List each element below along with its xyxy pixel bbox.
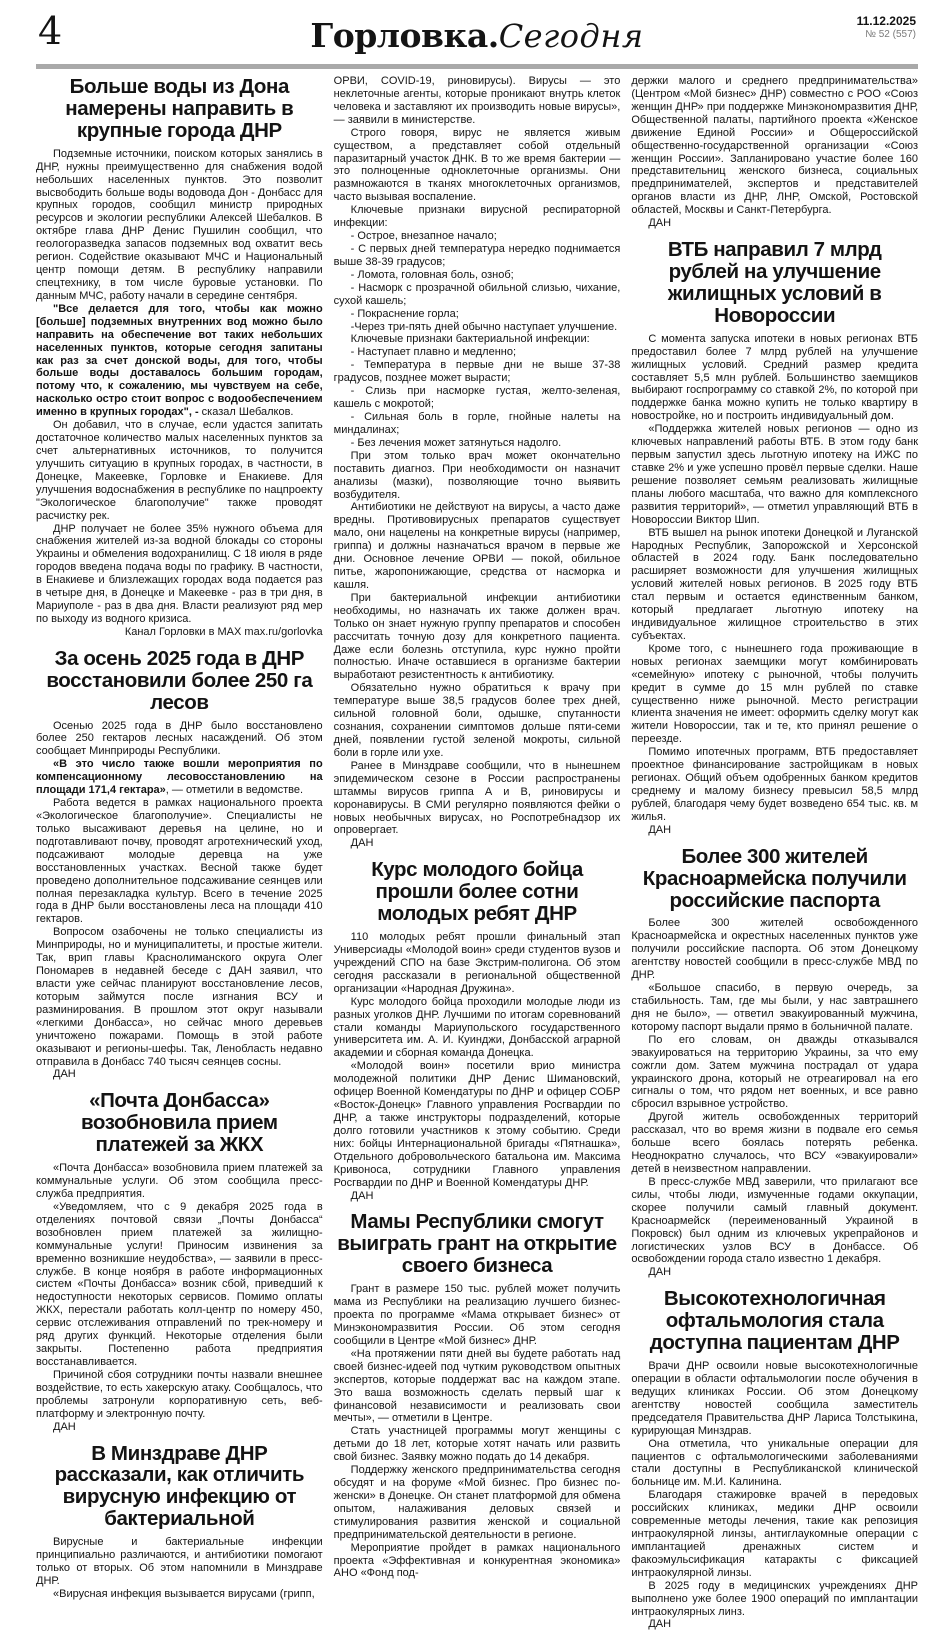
paragraph: Благодаря стажировке врачей в передовых российских клиниках, медики ДНР освоили современные методы лечения, такие как репозиция интраокулярной линзы, антиглаукомные операции с имплантацией дренажных систем и факоэмульсификация катаракты с фиксацией интраокулярной линзы. [631,1489,919,1579]
paragraph: Другой житель освобожденных территорий рассказал, что во время жизни в подвале его семья больше всего боялась потерять ребенка. Неоднократно случалось, что ВСУ «эвакуировали» детей в неизвестном направлении. [631,1111,919,1175]
paragraph: Вирусные и бактериальные инфекции принципиально различаются, и антибиотики помогают только от вторых. Об этом напомнили в Минздраве ДНР. [36,1536,323,1587]
paragraph: По его словам, он дважды отказывался эвакуироваться на территорию Украины, за что ему сожгли дом. Затем мужчина пострадал от удара украинского дрона, который не отреагировал на его сигналы о том, что рядом нет военных, и все равно сбросил взрывное устройство. [631,1033,919,1111]
paragraph: - Острое, внезапное начало; [350,230,497,243]
paragraph: Ключевые признаки бактериальной инфекции: [350,333,590,346]
paragraph: - Насморк с прозрачной обильной слизью, чихание, сухой кашель; [333,281,621,307]
header-rule [36,64,918,69]
bold-text: "Все делается для того, чтобы как можно [больше] подземных внутренних вод можно было направить на обеспечение вот таких небольших населенных пунктов, которые сегодня запитаны как раз за счет донской воды, для того, чтобы больше воды доставалось большим городам, потому что, к сожалению, мы чувствуем на себе, насколько остро стоит вопрос с водообеспечением именно в крупных городах", - [36,302,323,419]
news-column-1 [36,75,323,1631]
paragraph: Причиной сбоя сотрудники почты назвали внешнее воздействие, то есть хакерскую атаку. Сообщалось, что проблемы затронули корпоративную сеть, веб-платформу и электронную почту. [36,1368,323,1420]
paragraph: держки малого и среднего предпринимательства» (Центром «Мой бизнес» ДНР) совместно с РОО «Союз женщин ДНР» при поддержке Минэкономразвития ДНР, Общественной палаты, партийного проекта «Женское движение Единой России» и Общероссийской общественно-государственной организации «Союз женщин России». Запланировано участие более 160 представительниц женского бизнеса, социальных предпринимателей, экспертов и представителей органов власти из ДНР, ЛНР, Омской, Ростовской областей, Москвы и Санкт-Петербурга. [631,75,919,217]
paragraph: Ранее в Минздраве сообщили, что в нынешнем эпидемическом сезоне в России распространены штаммы вирусов гриппа А и В, риновирусы и коронавирусы. В СМИ регулярно появляются фейки о новых необычных вирусах, но Роспотребнадзор их опровергает. [333,759,621,837]
article-headline: «Почта Донбасса» возобновила прием платежей за ЖКХ [80,1089,278,1157]
paragraph: Вопросом озабочены не только специалисты из Минприроды, но и муниципалитеты, и простые жители. Так, врип главы Краснолиманского округа Олег Пономарев в недавней беседе с ДАН заявил, что власти уже сейчас планируют восстановление лесов, которым займутся после изгнания ВСУ и разминирования. В прошлом этот округ называли «легкими Донбасса», но сейчас много деревьев уничтожено пожарами. Помощь в этой работе оказывают и регионы-шефы. Так, Ленобласть недавно отправила в Донбасс 740 тысяч сеянцев сосны. [36,926,323,1068]
paragraph: Обязательно нужно обратиться к врачу при температуре выше 38,5 градусов более трех дней, сильной головной боли, одышке, спутанности сознания, сохранении симптомов дольше пяти-семи дней, появлении густой зеленой мокроты, сильной боли в горле или ухе. [333,682,621,759]
news-column-3 [631,75,918,1631]
page-header [36,9,918,60]
paragraph: «Молодой воин» посетили врио министра молодежной политики ДНР Денис Шимановский, офицер Военной Комендатуры по ДНР и офицер СОБР «Восток-Донецк» Главного управления Росгвардии по ДНР, а также инструкторы подразделений, которые долго готовили участников к этому событию. Среди них: бойцы Интернациональной бригады «Пятнашка», Отдельного добровольческого батальона им. Максима Кривоноса, сотрудники Главного управления Росгвардии по ДНР и Военной Комендатуры ДНР. [333,1060,621,1189]
paragraph: Она отметила, что уникальные операции для пациентов с офтальмологическими заболеваниями стали доступны в Республиканской клинической больнице им. М.И. Калинина. [631,1437,919,1489]
paragraph: - Наступает плавно и медленно; [350,346,517,359]
paragraph: «Уведомляем, что с 9 декабря 2025 года в отделениях почтовой связи „Почты Донбасса“ возобновлен прием платежей за жилищно-коммунальные услуги! Приносим извинения за временно возникшие неудобства», — заявили в пресс-службе. В конце ноября в работе информационных систем «Почты Донбасса» возник сбой, приведший к недоступности некоторых сервисов. Помимо оплаты ЖКХ, перестали работать колл-центр по номеру 450, сервис отслеживания отправлений по трек-номеру и ряд других функций. Некоторые отделения были закрыты. Постепенно работа предприятия восстанавливается. [36,1200,323,1368]
paragraph: Врачи ДНР освоили новые высокотехнологичные операции в области офтальмологии после обучения в ведущих клиниках России. Об этом Донецкому агентству новостей сообщила заместитель председателя Правительства ДНР Лариса Толстыкина, курирующая Минздрав. [631,1360,919,1437]
page-number: 4 [38,9,63,53]
paragraph [36,303,323,419]
byline: ДАН [350,837,374,850]
byline: ДАН [53,1068,76,1081]
regular-text: , — отметили в ведомстве. [165,784,304,797]
paragraph: Кроме того, с нынешнего года проживающие в новых регионах заемщики могут комбинировать «семейную» ипотеку с рыночной, чтобы получить кредит в сумме до 15 млн рублей по ставке существенно ниже рыночной. Место регистрации клиента значения не имеет: оформить сделку могут как жители Новороссии, так и те, кто принял решение о переезде. [631,642,919,746]
paragraph: Поддержку женского предпринимательства сегодня обсудят и на форуме «Мой бизнес. Про бизнес по-женски» в Донецке. Он станет платформой для обмена опытом, налаживания деловых связей и стимулирования развития женской и социальной предпринимательской деятельности в регионе. [333,1464,621,1541]
paragraph: - С первых дней температура нередко поднимается выше 38-39 градусов; [333,242,621,268]
article-headline: За осень 2025 года в ДНР восстановили более 250 га лесов [46,646,313,714]
article-headline: В Минздраве ДНР рассказали, как отличить вирусную инфекцию от бактериальной [54,1441,305,1531]
paragraph: Ключевые признаки вирусной респираторной инфекции: [333,204,621,230]
masthead [36,16,918,55]
regular-text: сказал Шебалков. [198,406,294,419]
article-headline: Больше воды из Дона намерены направить в крупные города ДНР [65,75,294,142]
paragraph: «Большое спасибо, в первую очередь, за стабильность. Там, где мы были, у нас завтрашнего дня не было», — ответил эвакуированный мужчина, которому паспорт выдали прямо в больничной палате. [631,982,919,1033]
paragraph: - Температура в первые дни не выше 37-38 градусов, позднее может вырасти; [333,359,621,385]
article-headline: Высокотехнологичная офтальмология стала доступна пациентам ДНР [649,1287,900,1355]
paragraph: Помимо ипотечных программ, ВТБ предоставляет проектное финансирование застройщикам в новых регионах. Общий объем одобренных банком кредитов среднему и малому бизнесу превысил 58,5 млрд рублей, благодаря чему будет возведено 654 тыс. кв. м жилья. [631,746,919,823]
byline: ДАН [648,1266,672,1279]
paragraph: Более 300 жителей освобожденного Красноармейска и окрестных населенных пунктов уже получили российские паспорта. Об этом Донецкому агентству новостей сообщили в пресс-службе МВД по ДНР. [631,917,919,982]
masthead-subtitle: Сегодня [498,17,644,55]
paragraph: Работа ведется в рамках национального проекта «Экологическое благополучие». Специалисты не только высаживают деревья на целине, но и подготавливают почву, проводят агротехнический уход, подсаживают молодые деревца на уже восстановленных участках. Весной также будет проведено дополнительное подсаживание сеянцев или полная перезакладка культур. Всего в течение 2025 года в ДНР были восстановлены леса на площади 410 гектаров. [36,797,323,926]
paragraph: -Через три-пять дней обычно наступает улучшение. [350,320,618,333]
paragraph: ВТБ вышел на рынок ипотеки Донецкой и Луганской Народных Республик, Запорожской и Херсонской областей в 2024 году. Банк последовательно расширяет возможности для улучшения жилищных условий жителей новых регионов. В 2025 году ВТБ стал первым и остается единственным банком, который предлагает льготную ипотеку на индивидуальное жилищное строительство в этих субъектах. [631,526,919,642]
byline: ДАН [350,1189,374,1202]
article-headline: Курс молодого бойца прошли более сотни молодых ребят ДНР [371,858,583,926]
paragraph: ОРВИ, COVID-19, риновирусы). Вирусы — это неклеточные агенты, которые проникают внутрь клеток человека и заставляют их производить новые вирусы», — заявили в министерстве. [333,75,621,126]
paragraph: Антибиотики не действуют на вирусы, а часто даже вредны. Противовирусных препаратов существует мало, они нацелены на конкретные вирусы (например, гриппа) и должны назначаться врачом в первые же дни. Основное лечение ОРВИ — покой, обильное питье, жаропонижающие, средства от насморка и кашля. [333,501,621,591]
paragraph: ДНР получает не более 35% нужного объема для снабжения жителей из-за водной блокады со стороны Украины и обмеления водохранилищ. С 18 июля в ряде городов введена подача воды по графику. В частности, в Енакиеве и близлежащих городах вода подается раз в четыре дня, в Донецке и Макеевке - раз в три дня, в Мариуполе - раз в два дня. Власти реализуют ряд мер по выходу из водного кризиса. [36,522,323,625]
article-headline: ВТБ направил 7 млрд рублей на улучшение жилищных условий в Новороссии [667,238,882,327]
credit-line: Канал Горловки в MAX max.ru/gorlovka [124,625,323,638]
paragraph: С момента запуска ипотеки в новых регионах ВТБ предоставил более 7 млрд рублей на улучшение жилищных условий. Средний размер кредита составляет 5,5 млн рублей. Большинство заемщиков выбирают госпрограмму со ставкой 2%, по которой при поддержке банка можно купить не только квартиру в новостройке, но и построить индивидуальный дом. [631,332,919,423]
paragraph: При этом только врач может окончательно поставить диагноз. При необходимости он назначит анализы (мазки), позволяющие точно выявить возбудителя. [333,449,621,501]
paragraph: - Ломота, головная боль, озноб; [350,268,514,281]
masthead-title: Горловка. [310,16,499,55]
paragraph: - Слизь при насморке густая, желто-зеленая, кашель с мокротой; [333,385,621,411]
paragraph: «Вирусная инфекция вызывается вирусами (грипп, [53,1587,315,1600]
paragraph: Грант в размере 150 тыс. рублей может получить мама из Республики на реализацию лучшего бизнес-проекта по программе «Мама открывает бизнес» от Минэкономразвития России. Об этом сегодня сообщили в Центре «Мой бизнес» ДНР. [333,1283,621,1347]
byline: ДАН [648,217,672,230]
paragraph: - Без лечения может затянуться надолго. [350,436,562,449]
paragraph: В пресс-службе МВД заверили, что прилагают все силы, чтобы люди, измученные годами оккупации, скорее получили самый главный документ. Красноармейск (переименованный Украиной в Покровск) был одним из ключевых укрепрайонов и логистических узлов ВСУ в Донбассе. Об освобождении города стало известно 1 декабря. [631,1175,919,1266]
paragraph: Курс молодого бойца проходили молодые люди из разных уголков ДНР. Лучшими по итогам соревнований стали команды Мариупольского государственного университета им. А. И. Куинджи, Донбасской аграрной академии и сборная команда Донецка. [333,995,621,1060]
paragraph: «Поддержка жителей новых регионов — одно из ключевых направлений работы ВТБ. В этом году банк первым запустил здесь льготную ипотеку на ИЖС по ставке 2% и уже успешно провёл первые сделки. Наше решение позволяет семьям реализовать жилищные планы любого масштаба, что важно для комплексного развития территорий», — отметил управляющий ВТБ в Новороссии Виктор Шип. [631,423,919,526]
byline: ДАН [648,1618,672,1631]
paragraph: Он добавил, что в случае, если удастся запитать достаточное количество малых населенных пунктов за счет альтернативных источников, то получится улучшить ситуацию в крупных городах, в частности, в Донецке, Макеевке, Горловке и Енакиеве. Для улучшения водоснабжения в республике по нацпроекту "Экологическое благополучие" также проводят расчистку рек. [36,419,323,522]
paragraph: «На протяжении пяти дней вы будете работать над своей бизнес-идеей под чутким руководством опытных экспертов, которые поддержат вас на каждом этапе. Это ваша возможность сделать первый шаг к финансовой независимости и реализовать свои мечты», — отметили в Центре. [333,1347,621,1425]
columns-container [36,75,918,1631]
news-column-2 [334,75,621,1631]
paragraph: При бактериальной инфекции антибиотики необходимы, но назначать их также должен врач. Только он знает нужную группу препаратов и способен рассчитать точную дозу для конкретного пациента. Даже если болезнь отступила, курс нужно пройти полностью. Иначе оставшиеся в организме бактерии выработают резистентность к антибиотику. [333,591,621,682]
byline: ДАН [648,823,672,836]
paragraph: Подземные источники, поиском которых занялись в ДНР, нужны преимущественно для снабжения водой небольших населенных пунктов. Это позволит высвободить больше воды водовода Дон - Донбасс для крупных городов, сообщил министр природных ресурсов и экологии республики Алексей Шебалков. В октябре глава ДНР Денис Пушилин сообщил, что геологоразведка запасов подземных вод охватит весь регион. Содействие оказывают МЧС и Национальный центр помощи детям. В республику направили спецтехнику, в том числе буровые установки. По данным МЧС, работу начали в середине сентября. [36,147,323,302]
paragraph: - Сильная боль в горле, гнойные налеты на миндалинах; [333,410,621,436]
paragraph: - Покраснение горла; [350,307,459,320]
issue-info [857,14,916,42]
paragraph: Строго говоря, вирус не является живым существом, а представляет собой отдельный паразитарный участок ДНК. В то же время бактерии — это полноценные одноклеточные организмы. Они размножаются в тканях многоклеточных организмов, часто вызывая воспаление. [333,126,621,204]
paragraph: Мероприятие пройдет в рамках национального проекта «Эффективная и конкурентная экономика» АНО «Фонд под- [333,1541,621,1580]
article-headline: Мамы Республики смогут выиграть грант на открытие своего бизнеса [337,1210,617,1278]
paragraph: Стать участницей программы могут женщины с детьми до 18 лет, которые хотят начать или развить свой бизнес. Заявку можно подать до 14 декабря. [333,1425,621,1464]
paragraph: В 2025 году в медицинских учреждениях ДНР выполнено уже более 1900 операций по имплантации интраокулярных линз. [631,1579,919,1618]
bold-text: «В это число также вошли мероприятия по компенсационному лесовосстановлению на площади 171,4 гектара» [36,758,323,797]
paragraph [36,758,323,797]
issue-number: № 52 (557) [865,29,916,40]
byline: ДАН [53,1420,76,1433]
article-headline: Более 300 жителей Красноармейска получили российские паспорта [642,844,907,912]
paragraph: Осенью 2025 года в ДНР было восстановлено более 250 гектаров лесных насаждений. Об этом сообщает Минприроды Республики. [36,719,323,758]
paragraph: «Почта Донбасса» возобновила прием платежей за коммунальные услуги. Об этом сообщила пресс-служба предприятия. [36,1162,323,1200]
issue-date: 11.12.2025 [856,14,916,28]
paragraph: 110 молодых ребят прошли финальный этап Универсиады «Молодой воин» среди студентов вузов и учреждений СПО на базе Экстрим-полигона. Об этом сегодня рассказали в региональной общественной организации «Народная Дружина». [333,931,621,995]
